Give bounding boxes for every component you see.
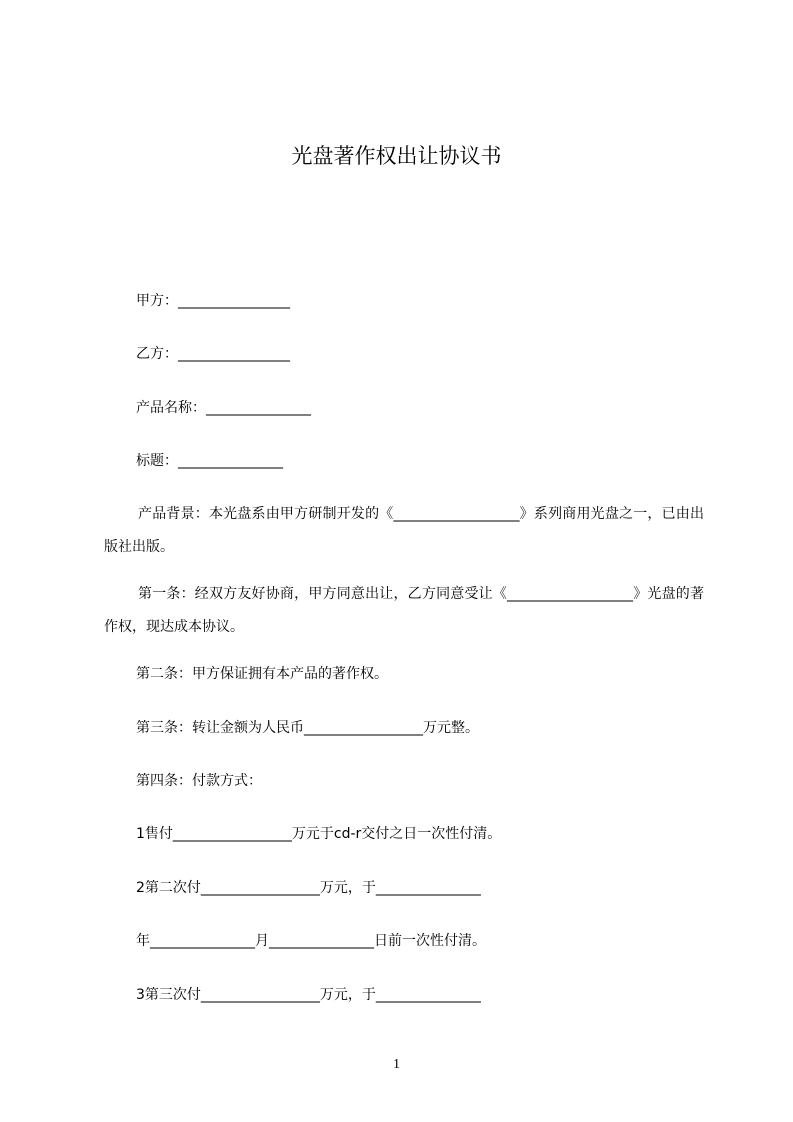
party-a-line: 甲方：________________ xyxy=(136,293,290,309)
heading-line: 标题：_______________ xyxy=(136,453,283,469)
party-b-line: 乙方：________________ xyxy=(136,346,290,362)
payment-3-line: 3第三次付_________________万元，于_______________ xyxy=(136,987,481,1003)
article-1-paragraph: 第一条：经双方友好协商，甲方同意出让，乙方同意受让《__________________》光盘的著作权，现达成本协议。 xyxy=(104,586,704,635)
payment-1-line: 1售付_________________万元于cd-r交付之日一次性付清。 xyxy=(136,826,502,842)
article-2-line: 第二条：甲方保证拥有本产品的著作权。 xyxy=(136,666,388,682)
payment-2-date-line: 年_______________月_______________日前一次性付清。 xyxy=(136,933,486,949)
page-number: 1 xyxy=(393,1057,400,1072)
product-background-paragraph: 产品背景：本光盘系由甲方研制开发的《__________________》系列商用光盘之一，已由出版社出版。 xyxy=(104,506,704,555)
product-name-line: 产品名称：_______________ xyxy=(136,400,311,416)
article-4-line: 第四条：付款方式： xyxy=(136,773,262,789)
page-title: 光盘著作权出让协议书 xyxy=(291,144,502,168)
article-3-line: 第三条：转让金额为人民币_________________万元整。 xyxy=(136,720,479,736)
payment-2-line: 2第二次付_________________万元，于_______________ xyxy=(136,880,481,896)
